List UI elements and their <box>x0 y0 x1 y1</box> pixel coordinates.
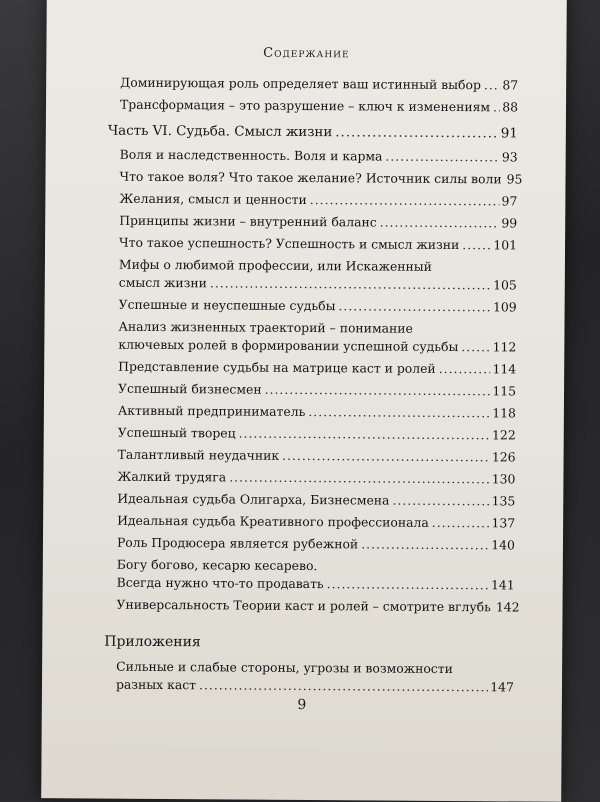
toc-entry <box>108 74 518 95</box>
toc-page-number: 142 <box>496 598 520 616</box>
dot-leader <box>210 274 491 294</box>
toc-entry <box>105 534 515 555</box>
appendix-entries <box>104 658 514 697</box>
toc-entry-line <box>117 534 515 555</box>
toc-entry-title: Успешный творец <box>118 424 236 443</box>
toc-entry-line <box>118 446 516 467</box>
toc-entry-title: смысл жизни <box>119 274 207 293</box>
toc-entry-title: Идеальная судьба Олигарха, Бизнесмена <box>117 490 389 510</box>
toc-entry-title: Воля и наследственность. Воля и карма <box>120 146 383 166</box>
page-number: 9 <box>42 695 562 715</box>
toc-entry <box>108 146 518 167</box>
toc-entry-title: Часть VI. Судьба. Смысл жизни <box>108 122 333 144</box>
dot-leader <box>385 148 500 167</box>
toc-entry-title: Талантливый неудачник <box>118 446 280 465</box>
toc-page-number: 101 <box>493 236 517 254</box>
toc-entry-title: Принципы жизни – внутренний баланс <box>119 212 377 232</box>
toc-page-number: 147 <box>490 678 514 696</box>
toc-entry-title: Что такое успешность? Успешность и смысл жизни <box>119 234 459 254</box>
toc-entry-line <box>119 274 517 295</box>
toc-entry <box>105 490 515 511</box>
toc-entry-title-line: Мифы о любимой профессии, или Искаженный <box>119 256 517 277</box>
toc-entry-title: Всегда нужно что-то продавать <box>117 574 324 593</box>
toc-entry <box>108 122 518 145</box>
toc-page-number: 115 <box>492 382 516 400</box>
toc-page-number: 137 <box>491 514 515 532</box>
toc-entry <box>107 190 517 211</box>
toc-page-number: 140 <box>491 536 515 554</box>
toc-entry <box>104 596 514 617</box>
dot-leader <box>461 338 490 356</box>
dot-leader <box>439 360 491 378</box>
toc-entry <box>107 212 517 233</box>
toc-page-number: 126 <box>492 448 516 466</box>
toc-page-number: 88 <box>502 98 518 116</box>
dot-leader <box>361 535 489 554</box>
dot-leader <box>338 297 491 316</box>
toc-page-number: 109 <box>493 298 517 316</box>
toc-entries <box>104 74 518 617</box>
toc-entry-line <box>120 74 518 95</box>
toc-entry <box>108 96 518 117</box>
toc-page-number: 114 <box>492 360 516 378</box>
toc-entry-line <box>119 168 517 189</box>
toc-page-number: 95 <box>507 170 523 188</box>
toc-entry <box>107 256 517 295</box>
dot-leader <box>229 468 490 488</box>
toc-page-number: 135 <box>492 492 516 510</box>
toc-entry-title-line: Богу богово, кесарю кесарево. <box>117 556 515 577</box>
toc-entry-line <box>119 234 517 255</box>
toc-page-number: 91 <box>501 124 518 144</box>
toc-entry <box>105 556 515 595</box>
toc-entry-title: Доминирующая роль определяет ваш истинный выбор <box>120 74 481 95</box>
dot-leader <box>432 514 490 532</box>
toc-entry <box>107 168 517 189</box>
toc-entry <box>106 446 516 467</box>
toc-entry-line <box>118 358 516 379</box>
book-page <box>41 0 567 802</box>
toc-entry-line <box>119 190 517 211</box>
toc-entry-title: ключевых ролей в формировании успешной судьбы <box>118 336 458 356</box>
toc-entry <box>104 658 514 697</box>
toc-entry-line <box>117 490 515 511</box>
toc-entry-title: Представление судьбы на матрице каст и ролей <box>118 358 436 378</box>
toc-entry-line <box>108 122 518 145</box>
toc-page-number: 130 <box>492 470 516 488</box>
toc-entry <box>105 468 515 489</box>
toc-entry-title: Трансформация – это разрушение – ключ к изменениям <box>120 96 490 117</box>
dot-leader <box>239 425 491 445</box>
toc-entry-line <box>116 596 514 617</box>
toc-page-number: 93 <box>502 148 518 166</box>
toc-page-number: 105 <box>493 276 517 294</box>
toc-entry-line <box>116 676 514 697</box>
dot-leader <box>282 447 490 466</box>
toc-entry-title: Успешный бизнесмен <box>118 380 262 399</box>
table-of-contents <box>104 70 518 697</box>
toc-entry-title: Желания, смысл и ценности <box>119 190 307 209</box>
toc-entry-title: Активный предприниматель <box>118 402 306 421</box>
toc-entry <box>107 296 517 317</box>
toc-entry-title: Идеальная судьба Креативного профессионала <box>117 512 429 532</box>
toc-entry-line <box>118 380 516 401</box>
toc-entry-title: Что такое воля? Что такое желание? Источник силы воли <box>119 168 501 189</box>
dot-leader <box>310 191 500 210</box>
toc-page-number: 99 <box>501 214 517 232</box>
toc-entry <box>106 380 516 401</box>
toc-entry-line <box>118 424 516 445</box>
toc-entry <box>106 402 516 423</box>
dot-leader <box>199 676 488 696</box>
toc-page-number: 122 <box>492 426 516 444</box>
dot-leader <box>265 381 491 401</box>
dot-leader <box>335 123 499 144</box>
dot-leader <box>493 98 500 116</box>
toc-page-number: 112 <box>493 338 517 356</box>
toc-entry-title-line: Сильные и слабые стороны, угрозы и возможности <box>116 658 514 679</box>
toc-entry-title-line: Анализ жизненных траекторий – понимание <box>118 318 516 339</box>
dot-leader <box>308 403 490 422</box>
toc-page-number: 118 <box>492 404 516 422</box>
dot-leader <box>380 214 500 233</box>
toc-entry <box>106 424 516 445</box>
toc-entry-line <box>118 402 516 423</box>
dot-leader <box>484 76 501 94</box>
dot-leader <box>327 575 489 594</box>
toc-entry-title: Универсальность Теории каст и ролей – смотрите вглубь <box>116 596 490 617</box>
toc-page-number: 87 <box>502 76 518 94</box>
toc-entry-title: Жалкий трудяга <box>117 468 226 487</box>
toc-entry-line <box>120 96 518 117</box>
toc-entry-line <box>117 512 515 533</box>
toc-entry-line <box>118 336 516 357</box>
toc-page-number: 97 <box>502 192 518 210</box>
toc-entry-line <box>117 468 515 489</box>
toc-page-number: 141 <box>491 576 515 594</box>
toc-entry-line <box>119 212 517 233</box>
toc-entry-line <box>117 574 515 595</box>
toc-entry-title: разных каст <box>116 676 196 695</box>
toc-entry-title: Роль Продюсера является рубежной <box>117 534 358 554</box>
toc-entry <box>107 234 517 255</box>
dot-leader <box>392 492 489 511</box>
toc-entry-title: Успешные и неуспешные судьбы <box>119 296 336 316</box>
toc-entry <box>105 512 515 533</box>
toc-entry-line <box>120 146 518 167</box>
page-header: Содержание <box>46 44 566 63</box>
toc-entry <box>106 318 516 357</box>
toc-entry-line <box>119 296 517 317</box>
appendix-title: Приложения <box>104 632 514 655</box>
toc-entry <box>106 358 516 379</box>
dot-leader <box>462 236 491 254</box>
